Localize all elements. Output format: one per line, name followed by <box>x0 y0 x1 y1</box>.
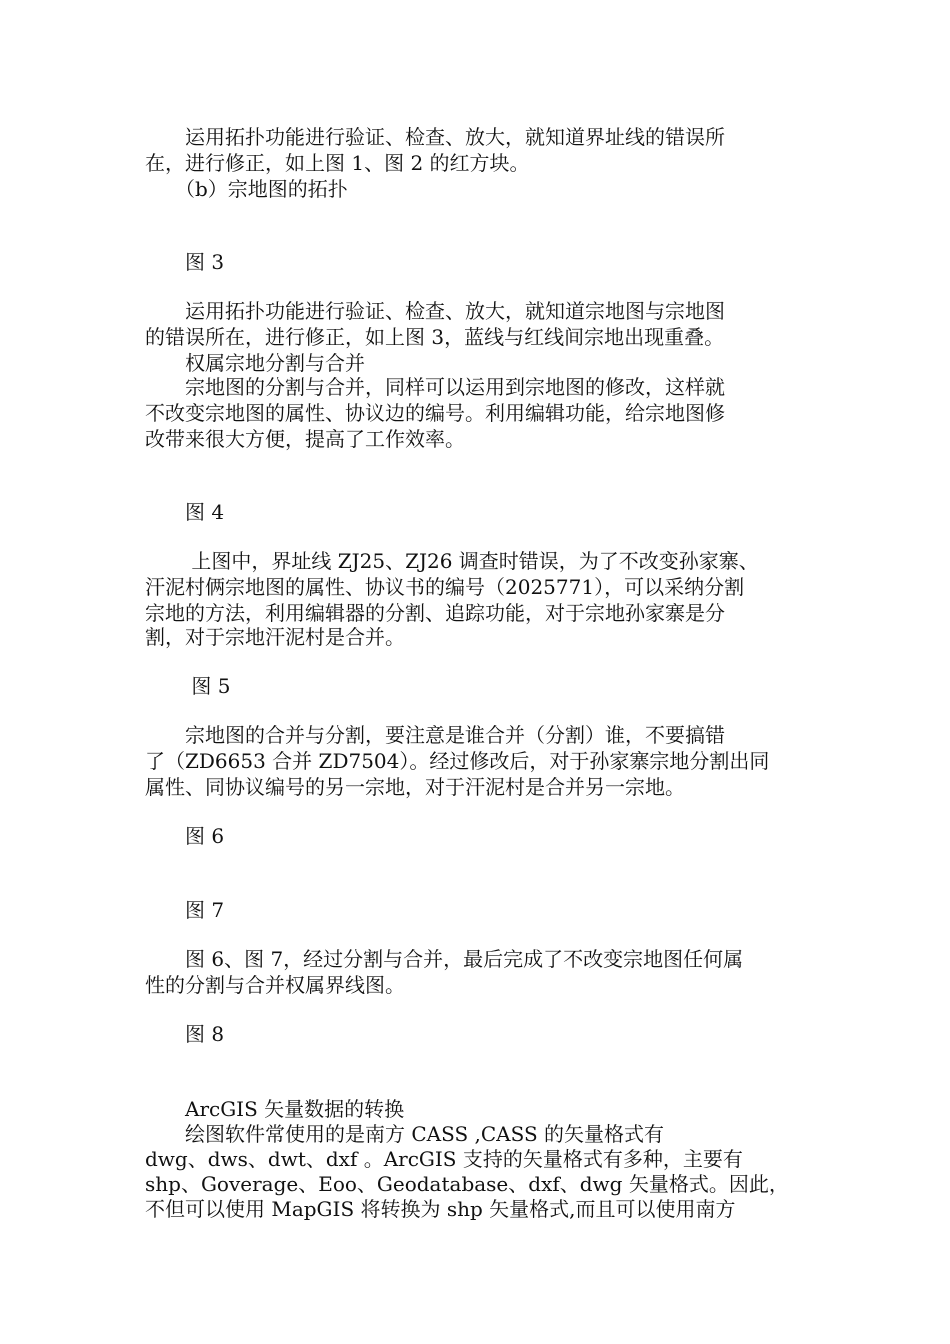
paragraph-line: 性的分割与合并权属界线图。 <box>145 973 405 997</box>
figure-caption: 图 6 <box>145 824 225 848</box>
paragraph-line: 割，对于宗地汗泥村是合并。 <box>145 625 405 649</box>
paragraph-line: 了（ZD6653 合并 ZD7504）。经过修改后，对于孙家寨宗地分割出同 <box>145 749 770 773</box>
paragraph-line: 运用拓扑功能进行验证、检查、放大，就知道宗地图与宗地图 <box>145 299 725 323</box>
paragraph-line: 改带来很大方便，提高了工作效率。 <box>145 427 465 451</box>
paragraph-line: 不改变宗地图的属性、协议边的编号。利用编辑功能，给宗地图修 <box>145 401 725 425</box>
section-heading: 权属宗地分割与合并 <box>145 351 365 375</box>
paragraph-line: shp、Goverage、Eoo、Geodatabase、dxf、dwg 矢量格式。因此， <box>145 1172 789 1196</box>
figure-caption: 图 3 <box>145 250 225 274</box>
figure-caption: 图 5 <box>145 674 231 698</box>
paragraph-line: 运用拓扑功能进行验证、检查、放大，就知道界址线的错误所 <box>145 125 725 149</box>
figure-caption: 图 7 <box>145 898 225 922</box>
paragraph-line: 的错误所在，进行修正，如上图 3，蓝线与红线间宗地出现重叠。 <box>145 325 725 349</box>
paragraph-line: 宗地图的分割与合并，同样可以运用到宗地图的修改，这样就 <box>145 375 725 399</box>
paragraph-line: 上图中，界址线 ZJ25、ZJ26 调查时错误，为了不改变孙家寨、 <box>145 549 759 573</box>
paragraph-line: 宗地的方法，利用编辑器的分割、追踪功能，对于宗地孙家寨是分 <box>145 601 725 625</box>
section-heading: （b）宗地图的拓扑 <box>145 177 348 201</box>
paragraph-line: dwg、dws、dwt、dxf 。ArcGIS 支持的矢量格式有多种，主要有 <box>145 1147 743 1171</box>
section-heading: ArcGIS 矢量数据的转换 <box>145 1097 405 1121</box>
paragraph-line: 属性、同协议编号的另一宗地，对于汗泥村是合并另一宗地。 <box>145 775 685 799</box>
paragraph-line: 宗地图的合并与分割，要注意是谁合并（分割）谁，不要搞错 <box>145 723 725 747</box>
paragraph-line: 汗泥村俩宗地图的属性、协议书的编号（2025771），可以采纳分割 <box>145 575 745 599</box>
figure-caption: 图 4 <box>145 500 225 524</box>
figure-caption: 图 8 <box>145 1022 225 1046</box>
paragraph-line: 图 6、图 7，经过分割与合并，最后完成了不改变宗地图任何属 <box>145 947 744 971</box>
paragraph-line: 在，进行修正，如上图 1、图 2 的红方块。 <box>145 151 530 175</box>
paragraph-line: 绘图软件常使用的是南方 CASS ,CASS 的矢量格式有 <box>145 1122 665 1146</box>
paragraph-line: 不但可以使用 MapGIS 将转换为 shp 矢量格式,而且可以使用南方 <box>145 1197 736 1221</box>
